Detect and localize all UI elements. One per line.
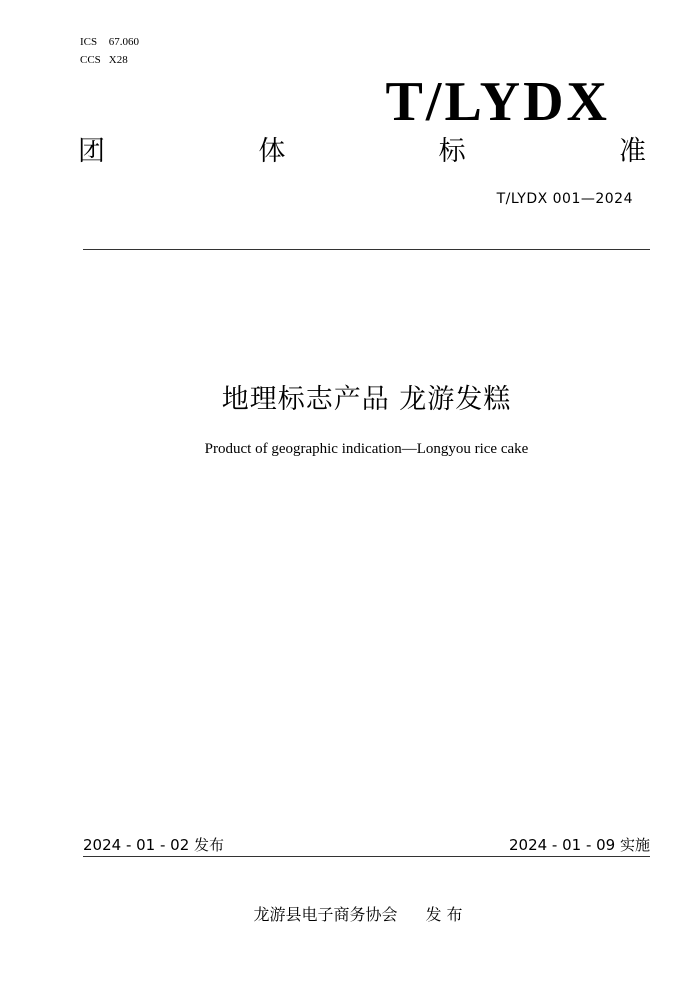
ccs-code: X28 xyxy=(108,54,128,66)
classification-codes xyxy=(80,33,139,69)
standard-logo: T/LYDX xyxy=(385,71,610,133)
ics-row xyxy=(80,33,139,51)
standard-type-char: 标 xyxy=(438,136,466,167)
implement-date: 2024 - 01 - 09 实施 xyxy=(508,836,650,854)
document-title-zh: 地理标志产品 龙游发糕 xyxy=(221,384,512,415)
ics-code: 67.060 xyxy=(108,36,139,48)
header-divider xyxy=(83,249,650,250)
footer-divider xyxy=(83,856,650,857)
publisher-organization: 龙游县电子商务协会 xyxy=(253,905,398,924)
ccs-row xyxy=(80,51,139,69)
standard-type-char: 准 xyxy=(618,136,646,167)
publisher-line xyxy=(0,904,700,926)
publisher-action: 发 布 xyxy=(425,905,463,924)
ccs-label: CCS xyxy=(80,54,101,66)
standard-number: T/LYDX 001—2024 xyxy=(496,191,633,207)
document-title-en: Product of geographic indication—Longyou rice cake xyxy=(204,441,529,457)
standard-type-char: 团 xyxy=(78,136,105,167)
standard-type-heading xyxy=(78,132,646,172)
publish-date: 2024 - 01 - 02 发布 xyxy=(83,836,225,854)
standard-type-char: 体 xyxy=(258,136,286,167)
ics-label: ICS xyxy=(80,36,98,48)
